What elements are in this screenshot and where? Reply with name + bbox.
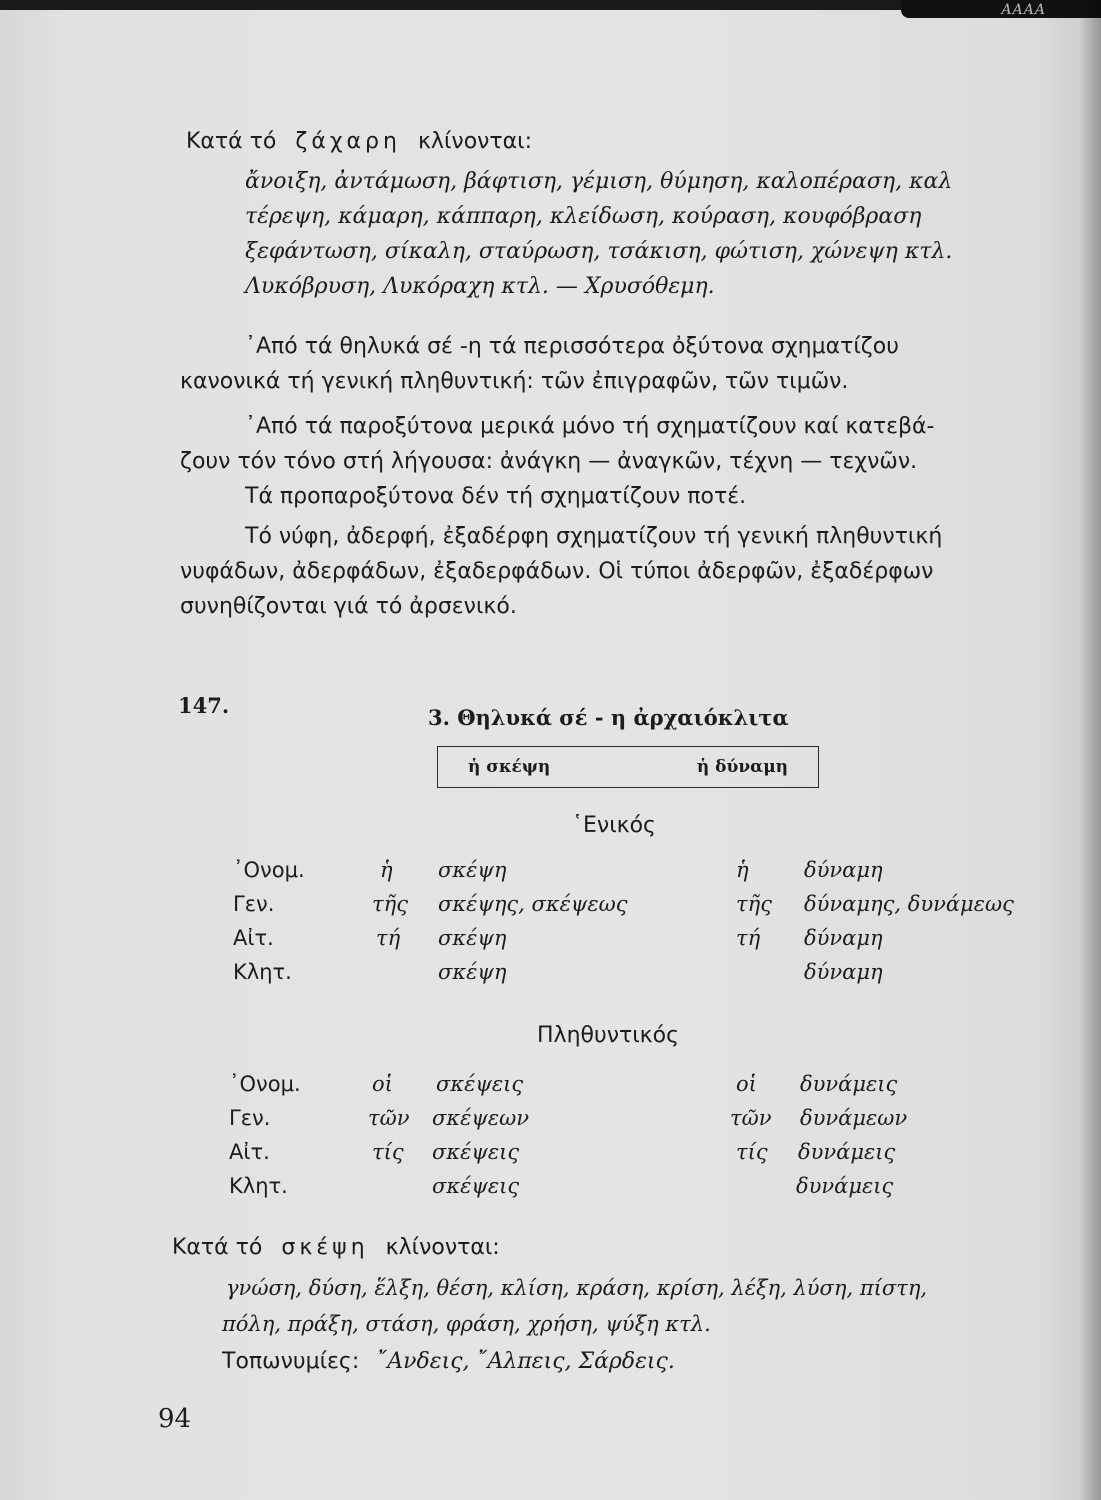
intro-words-1: ἄνοιξη, ἀντάμωση, βάφτιση, γέμιση, θύμηση, καλοπέραση, καλ [245, 169, 953, 194]
word-form: σκέψεις [432, 1174, 520, 1198]
article: τῶν [368, 1106, 410, 1130]
case-label: Γεν. [233, 892, 275, 916]
outro-words-1: γνώση, δύση, ἕλξη, θέση, κλίση, κράση, κρίση, λέξη, λύση, πίστη, [226, 1276, 928, 1300]
word-form: δυνάμεις [800, 1072, 898, 1096]
page-number: 94 [158, 1404, 192, 1434]
section-number: 147. [178, 693, 230, 718]
word-form: σκέψεις [432, 1140, 520, 1164]
toponyms-list: ῎Ανδεις, ῎Αλπεις, Σάρδεις. [376, 1349, 675, 1374]
article: τή [736, 926, 761, 950]
case-label: Αἰτ. [233, 926, 274, 950]
plural-heading: Πληθυντικός [537, 1023, 680, 1048]
article: τῆς [736, 892, 772, 916]
paragraph-line: ζουν τόν τόνο στή λήγουσα: ἀνάγκη — ἀναγκῶν, τέχνη — τεχνῶν. [180, 449, 918, 474]
intro-words-3: ξεφάντωση, σίκαλη, σταύρωση, τσάκιση, φώτιση, χώνεψη κτλ. [245, 239, 953, 264]
outro-verb: κλίνονται: [385, 1235, 500, 1260]
toponyms-label: Τοπωνυμίες: [222, 1349, 360, 1374]
case-label: Αἰτ. [229, 1140, 270, 1164]
intro-model: ζάχαρη [295, 129, 401, 154]
word-form: δύναμη [804, 926, 883, 950]
article: ἡ [736, 858, 749, 882]
article: τίς [736, 1140, 768, 1164]
section-title: 3. Θηλυκά σέ - η ἀρχαιόκλιτα [428, 705, 789, 730]
article: τή [376, 926, 401, 950]
article: τίς [372, 1140, 404, 1164]
case-label: Κλητ. [233, 960, 292, 984]
paragraph-line: συνηθίζονται γιά τό ἀρσενικό. [180, 594, 517, 619]
word-form: δύναμης, δυνάμεως [804, 892, 1014, 916]
outro-line [172, 1234, 500, 1262]
outro-model: σκέψη [281, 1235, 369, 1260]
intro-words-4: Λυκόβρυση, Λυκόραχη κτλ. — Χρυσόθεμη. [245, 274, 715, 299]
paragraph-line: Τά προπαροξύτονα δέν τή σχηματίζουν ποτέ. [245, 484, 747, 509]
paragraph-line: κανονικά τή γενική πληθυντική: τῶν ἐπιγραφῶν, τῶν τιμῶν. [180, 369, 849, 394]
case-label: ᾿Ονομ. [233, 858, 305, 882]
toponyms-line [222, 1348, 675, 1376]
case-label: ᾿Ονομ. [229, 1072, 301, 1096]
word-form: σκέψεις [436, 1072, 524, 1096]
corner-text: ΑΑΑΑ [1001, 2, 1046, 18]
headword-dynami: ἡ δύναμη [696, 757, 788, 777]
word-form: δύναμη [804, 858, 883, 882]
word-form: δυνάμεις [796, 1174, 894, 1198]
article: τῶν [730, 1106, 772, 1130]
word-form: σκέψη [438, 960, 507, 984]
scan-corner [901, 0, 1101, 18]
paradigm-headwords-box [437, 746, 819, 788]
headword-skepsi: ἡ σκέψη [468, 757, 551, 777]
article: ἡ [380, 858, 393, 882]
intro-lead: Κατά τό [186, 129, 277, 154]
case-label: Γεν. [229, 1106, 271, 1130]
word-form: σκέψης, σκέψεως [438, 892, 628, 916]
word-form: σκέψη [438, 858, 507, 882]
word-form: δύναμη [804, 960, 883, 984]
intro-verb: κλίνονται: [417, 129, 533, 154]
intro-line [186, 128, 532, 156]
paragraph-line: ᾿Από τά θηλυκά σέ -η τά περισσότερα ὀξύτονα σχηματίζου [245, 334, 899, 359]
outro-lead: Κατά τό [172, 1235, 263, 1260]
word-form: σκέψεων [432, 1106, 530, 1130]
outro-words-2: πόλη, πράξη, στάση, φράση, χρήση, ψύξη κτλ. [222, 1312, 711, 1336]
paragraph-line: ᾿Από τά παροξύτονα μερικά μόνο τή σχηματίζουν καί κατεβά- [245, 414, 935, 439]
article: οἱ [736, 1072, 757, 1096]
singular-heading: ῾Ενικός [572, 813, 656, 838]
paragraph-line: νυφάδων, ἀδερφάδων, ἐξαδερφάδων. Οἱ τύποι ἀδερφῶν, ἐξαδέρφων [180, 559, 934, 584]
article: οἱ [372, 1072, 393, 1096]
case-label: Κλητ. [229, 1174, 288, 1198]
article: τῆς [372, 892, 408, 916]
intro-words-2: τέρεψη, κάμαρη, κάππαρη, κλείδωση, κούραση, κουφόβραση [245, 204, 922, 229]
paragraph-line: Τό νύφη, ἀδερφή, ἐξαδέρφη σχηματίζουν τή γενική πληθυντική [245, 524, 943, 549]
word-form: σκέψη [438, 926, 507, 950]
word-form: δυνάμεις [798, 1140, 896, 1164]
page-gutter-shadow [1079, 0, 1101, 1500]
word-form: δυνάμεων [800, 1106, 908, 1130]
